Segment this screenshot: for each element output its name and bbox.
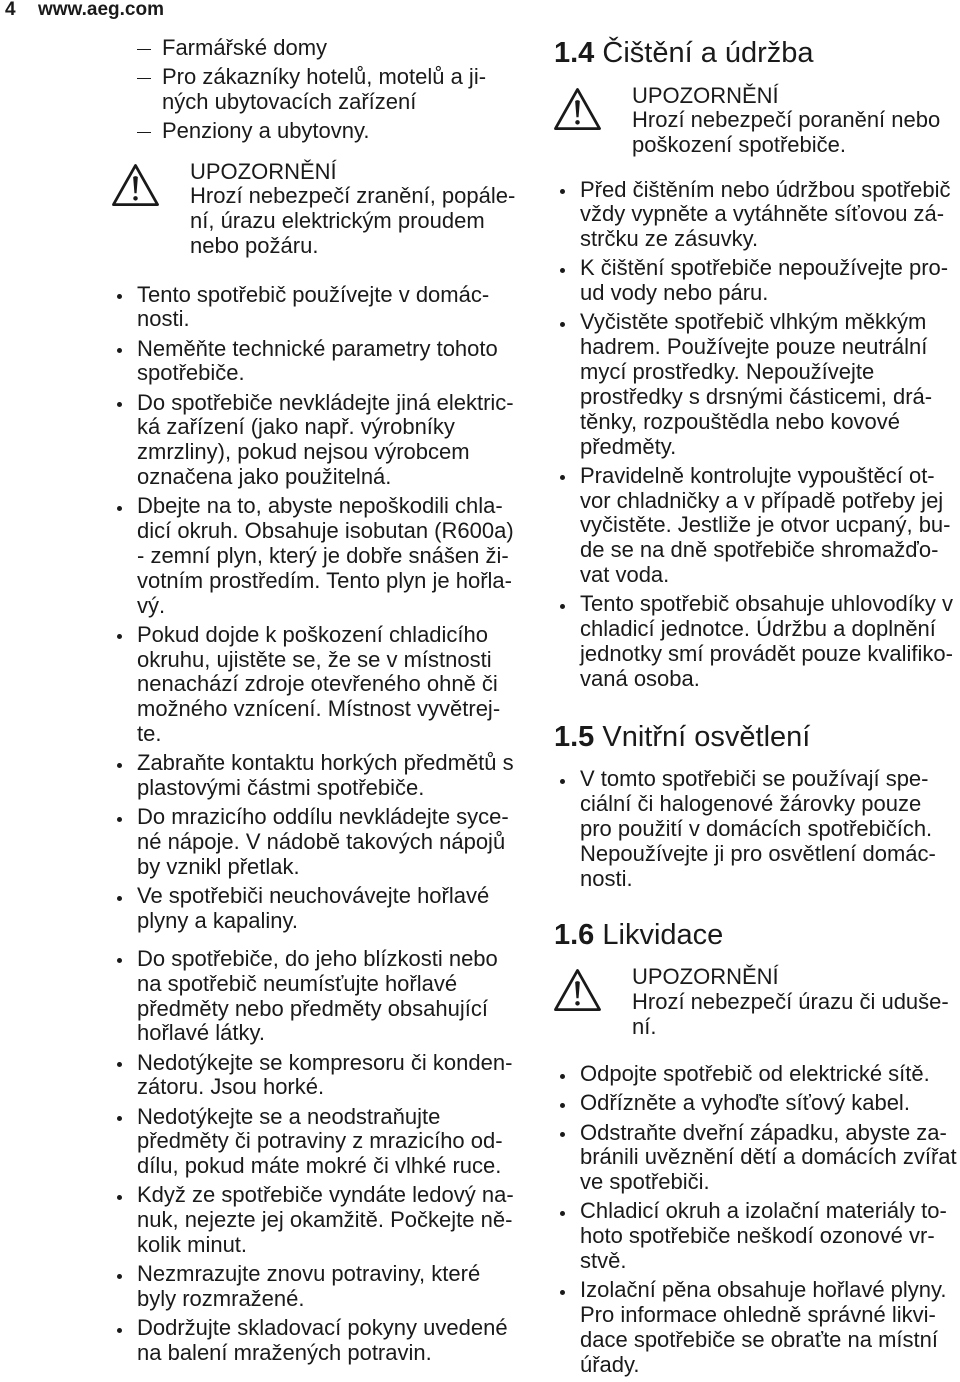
website-url: www.aeg.com xyxy=(38,0,164,20)
list-item xyxy=(108,1316,548,1366)
warning-text xyxy=(632,965,960,1040)
list-item-line: te. xyxy=(137,721,162,747)
warning-text xyxy=(190,160,548,259)
warning-block xyxy=(550,965,960,1040)
list-item xyxy=(108,1262,548,1312)
list-item xyxy=(550,310,960,459)
list-item-line: K čištění spotřebiče nepoužívejte pro- xyxy=(580,255,949,281)
list-item xyxy=(550,592,960,691)
warning-line: Hrozí nebezpečí zranění, popále- xyxy=(190,183,516,209)
list-item-line: nosti. xyxy=(580,865,633,891)
warning-label: UPOZORNĚNÍ xyxy=(632,82,779,108)
dash-list xyxy=(108,36,548,144)
list-item-line: spotřebiče. xyxy=(137,360,245,386)
list-item-line: ká zařízení (jako např. výrobníky xyxy=(137,414,455,440)
section-title: Čištění a údržba xyxy=(602,37,814,69)
section-title: Vnitřní osvětlení xyxy=(602,721,811,754)
list-item-line: Do spotřebiče nevkládejte jiná elektric- xyxy=(137,389,514,415)
list-item-line: vý. xyxy=(137,592,166,618)
warning-line: ní. xyxy=(632,1014,657,1040)
list-item-line: označena jako použitelná. xyxy=(137,464,392,490)
list-item-line: ciální či halogenové žárovky pouze xyxy=(580,791,922,817)
list-item-line: Nedotýkejte se kompresoru či konden- xyxy=(137,1049,513,1075)
warning-line: nebo požáru. xyxy=(190,233,319,259)
list-item-line: Pravidelně kontrolujte vypouštěcí ot- xyxy=(580,462,935,488)
list-item xyxy=(550,1278,960,1377)
bullet-list xyxy=(550,1062,960,1377)
list-item-line: dace spotřebiče se obraťte na místní xyxy=(580,1326,939,1352)
list-item-line: nosti. xyxy=(137,306,190,332)
list-item-line: by vznikl přetlak. xyxy=(137,853,300,879)
list-item-line: hoto spotřebiče neškodí ozonové vr- xyxy=(580,1223,935,1249)
bullet-list xyxy=(108,283,548,1366)
list-item-line: nenachází zdroje otevřeného ohně či xyxy=(137,671,498,697)
list-item-line: Izolační pěna obsahuje hořlavé plyny. xyxy=(580,1277,947,1303)
list-item-line: Dodržujte skladovací pokyny uvedené xyxy=(137,1315,508,1341)
list-item-line: Farmářské domy xyxy=(162,34,328,60)
list-item-line: plastovými částmi spotřebiče. xyxy=(137,775,425,801)
list-item-line: hořlavé látky. xyxy=(137,1020,265,1046)
list-item xyxy=(108,1051,548,1101)
list-item-line: strčku ze zásuvky. xyxy=(580,226,759,252)
list-item xyxy=(108,751,548,801)
warning-triangle-icon xyxy=(553,967,602,1013)
list-item-line: bránili uvěznění dětí a domácích zvířat xyxy=(580,1144,957,1170)
list-item-line: vždy vypněte a vytáhněte síťovou zá- xyxy=(580,201,945,227)
list-item-line: - zemní plyn, který je dobře snášen ži- xyxy=(137,542,509,568)
warning-line: Hrozí nebezpečí úrazu či uduše- xyxy=(632,989,949,1015)
list-item-line: jednotky smí provádět pouze kvalifiko- xyxy=(580,640,953,666)
warning-label: UPOZORNĚNÍ xyxy=(632,964,779,990)
list-item-line: na balení mražených potravin. xyxy=(137,1340,432,1366)
list-item xyxy=(550,1121,960,1196)
list-item-line: těnky, rozpouštědla nebo kovové xyxy=(580,408,901,434)
list-item-line: Pro informace ohledně správné likvi- xyxy=(580,1302,936,1328)
section-heading-disposal xyxy=(550,917,960,953)
list-item-line: votním prostředím. Tento plyn je hořla- xyxy=(137,567,512,593)
bullet-list xyxy=(550,178,960,692)
list-item-line: předměty. xyxy=(580,433,677,459)
list-item-line: Před čištěním nebo údržbou spotřebič xyxy=(580,176,951,202)
list-item xyxy=(550,256,960,306)
list-item-line: úřady. xyxy=(580,1351,640,1377)
warning-line: poškození spotřebiče. xyxy=(632,132,847,158)
list-item-line: vor chladničky a v případě potřeby jej xyxy=(580,487,944,513)
list-item xyxy=(108,119,548,144)
list-item xyxy=(108,1105,548,1180)
list-item-line: vaná osoba. xyxy=(580,665,700,691)
bullet-list xyxy=(550,767,960,891)
list-item xyxy=(108,65,548,115)
list-item xyxy=(108,805,548,880)
list-item-line: ve spotřebiči. xyxy=(580,1169,710,1195)
left-column xyxy=(108,0,548,1366)
list-item xyxy=(108,494,548,618)
list-item-line: Dbejte na to, abyste nepoškodili chla- xyxy=(137,493,503,519)
list-item-line: Odpojte spotřebič od elektrické sítě. xyxy=(580,1061,930,1087)
list-item-line: plyny a kapaliny. xyxy=(137,907,299,933)
list-item-line: chladicí jednotce. Údržbu a doplnění xyxy=(580,616,936,642)
list-item xyxy=(550,767,960,891)
list-item-line: Když ze spotřebiče vyndáte ledový na- xyxy=(137,1182,514,1208)
list-item-line: možného vznícení. Místnost vyvětrej- xyxy=(137,696,501,722)
list-item xyxy=(108,36,548,61)
section-number: 1.4 xyxy=(554,37,595,69)
list-item xyxy=(550,464,960,588)
list-item xyxy=(108,884,548,934)
warning-label: UPOZORNĚNÍ xyxy=(190,158,337,184)
list-item-line: okruhu, ujistěte se, že se v místnosti xyxy=(137,646,492,672)
section-heading-cleaning xyxy=(550,35,960,71)
list-item-line: předměty či potraviny z mrazicího od- xyxy=(137,1128,503,1154)
list-item-line: dicí okruh. Obsahuje isobutan (R600a) xyxy=(137,518,514,544)
section-number: 1.6 xyxy=(554,919,595,952)
list-item xyxy=(108,391,548,490)
list-item-line: V tomto spotřebiči se používají spe- xyxy=(580,766,929,792)
list-item-line: na spotřebič neumísťujte hořlavé xyxy=(137,970,458,996)
list-item xyxy=(108,283,548,333)
warning-text xyxy=(632,84,960,159)
list-item-line: Do spotřebiče, do jeho blízkosti nebo xyxy=(137,945,498,971)
list-item-line: né nápoje. V nádobě takových nápojů xyxy=(137,829,506,855)
list-item-line: ných ubytovacích zařízení xyxy=(162,88,417,114)
list-item-line: stvě. xyxy=(580,1248,627,1274)
list-item-line: hadrem. Používejte pouze neutrální xyxy=(580,334,928,360)
list-item-line: byly rozmražené. xyxy=(137,1286,305,1312)
list-item-line: zátoru. Jsou horké. xyxy=(137,1074,325,1100)
list-item-line: nuk, nejezte jej okamžitě. Počkejte ně- xyxy=(137,1207,513,1233)
list-item-line: Nezmrazujte znovu potraviny, které xyxy=(137,1261,481,1287)
section-number: 1.5 xyxy=(554,721,595,754)
warning-block xyxy=(550,84,960,159)
list-item-line: Vyčistěte spotřebič vlhkým měkkým xyxy=(580,309,927,335)
list-item-line: Odstraňte dveřní západku, abyste za- xyxy=(580,1119,947,1145)
list-item-line: prostředky s drsnými částicemi, drá- xyxy=(580,383,933,409)
list-item-line: Do mrazicího oddílu nevkládejte syce- xyxy=(137,804,509,830)
section-title: Likvidace xyxy=(602,919,724,952)
warning-block xyxy=(108,160,548,259)
list-item xyxy=(550,1062,960,1087)
list-item-line: Nedotýkejte se a neodstraňujte xyxy=(137,1103,441,1129)
list-item xyxy=(108,337,548,387)
list-item-line: vyčistěte. Jestliže je otvor ucpaný, bu- xyxy=(580,512,951,538)
list-item xyxy=(108,947,548,1046)
list-item-line: ud vody nebo páru. xyxy=(580,280,769,306)
list-item-line: kolik minut. xyxy=(137,1232,248,1258)
list-item xyxy=(108,1183,548,1258)
list-item-line: Penziony a ubytovny. xyxy=(162,117,370,143)
list-item-line: Zabraňte kontaktu horkých předmětů s xyxy=(137,750,514,776)
list-item-line: Odřízněte a vyhoďte síťový kabel. xyxy=(580,1090,910,1116)
list-item xyxy=(550,1199,960,1274)
list-item-line: pro použití v domácích spotřebičích. xyxy=(580,816,933,842)
list-item xyxy=(550,1091,960,1116)
list-item-line: Tento spotřebič používejte v domác- xyxy=(137,281,490,307)
warning-line: Hrozí nebezpečí poranění nebo xyxy=(632,107,941,133)
list-item-line: Chladicí okruh a izolační materiály to- xyxy=(580,1198,947,1224)
page-number: 4 xyxy=(5,0,16,20)
list-item-line: Neměňte technické parametry tohoto xyxy=(137,335,498,361)
list-item-line: Tento spotřebič obsahuje uhlovodíky v xyxy=(580,591,954,617)
list-item-line: de se na dně spotřebiče shromažďo- xyxy=(580,537,939,563)
list-item xyxy=(550,178,960,253)
list-item-line: mycí prostředky. Nepoužívejte xyxy=(580,359,875,385)
list-item-line: vat voda. xyxy=(580,562,670,588)
list-item xyxy=(108,623,548,747)
list-item-line: Ve spotřebiči neuchovávejte hořlavé xyxy=(137,883,490,909)
list-item-line: Pro zákazníky hotelů, motelů a ji- xyxy=(162,63,487,89)
warning-triangle-icon xyxy=(111,162,160,208)
warning-triangle-icon xyxy=(553,86,602,132)
warning-line: ní, úrazu elektrickým proudem xyxy=(190,208,485,234)
list-item-line: Nepoužívejte ji pro osvětlení domác- xyxy=(580,840,936,866)
right-column xyxy=(550,0,960,1378)
list-item-line: předměty nebo předměty obsahující xyxy=(137,995,488,1021)
list-item-line: dílu, pokud máte mokré či vlhké ruce. xyxy=(137,1153,502,1179)
section-heading-lighting xyxy=(550,719,960,755)
list-item-line: Pokud dojde k poškození chladicího xyxy=(137,621,489,647)
list-item-line: zmrzliny), pokud nejsou výrobcem xyxy=(137,439,470,465)
